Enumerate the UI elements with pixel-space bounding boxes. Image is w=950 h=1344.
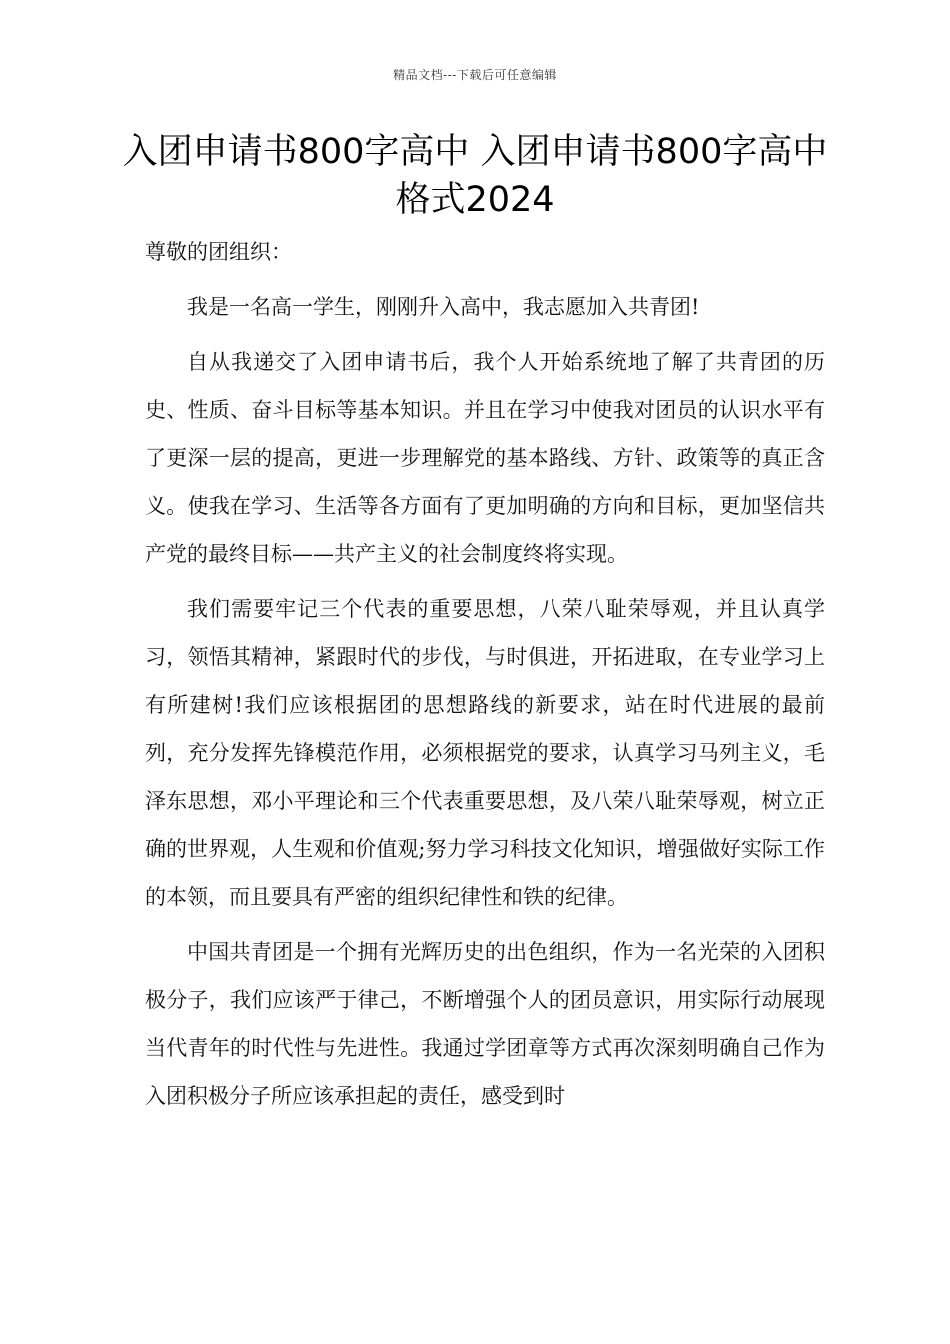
paragraph-3: 我们需要牢记三个代表的重要思想，八荣八耻荣辱观，并且认真学习，领悟其精神，紧跟时代的步伐，与时俱进，开拓进取，在专业学习上有所建树!我们应该根据团的思想路线的新要求，站在时代进展的最前列，充分发挥先锋模范作用，必须根据党的要求，认真学习马列主义，毛泽东思想，邓小平理论和三个代表重要思想，及八荣八耻荣辱观，树立正确的世界观，人生观和价值观;努力学习科技文化知识，增强做好实际工作的本领，而且要具有严密的组织纪律性和铁的纪律。 [145, 597, 825, 909]
paragraph-4: 中国共青团是一个拥有光辉历史的出色组织，作为一名光荣的入团积极分子，我们应该严于律己，不断增强个人的团员意识，用实际行动展现当代青年的时代性与先进性。我通过学团章等方式再次深刻明确自己作为入团积极分子所应该承担起的责任，感受到时 [145, 940, 825, 1108]
document-body [145, 228, 825, 1127]
header-note: 精品文档---下载后可任意编辑 [393, 68, 557, 82]
salutation: 尊敬的团组织： [145, 240, 292, 264]
document-title: 入团申请书800字高中 入团申请书800字高中格式2024 [122, 132, 828, 220]
paragraph-2: 自从我递交了入团申请书后，我个人开始系统地了解了共青团的历史、性质、奋斗目标等基本知识。并且在学习中使我对团员的认识水平有了更深一层的提高，更进一步理解党的基本路线、方针、政策等的真正含义。使我在学习、生活等各方面有了更加明确的方向和目标，更加坚信共产党的最终目标——共产主义的社会制度终将实现。 [145, 350, 825, 566]
paragraph-1: 我是一名高一学生，刚刚升入高中，我志愿加入共青团! [187, 295, 700, 319]
